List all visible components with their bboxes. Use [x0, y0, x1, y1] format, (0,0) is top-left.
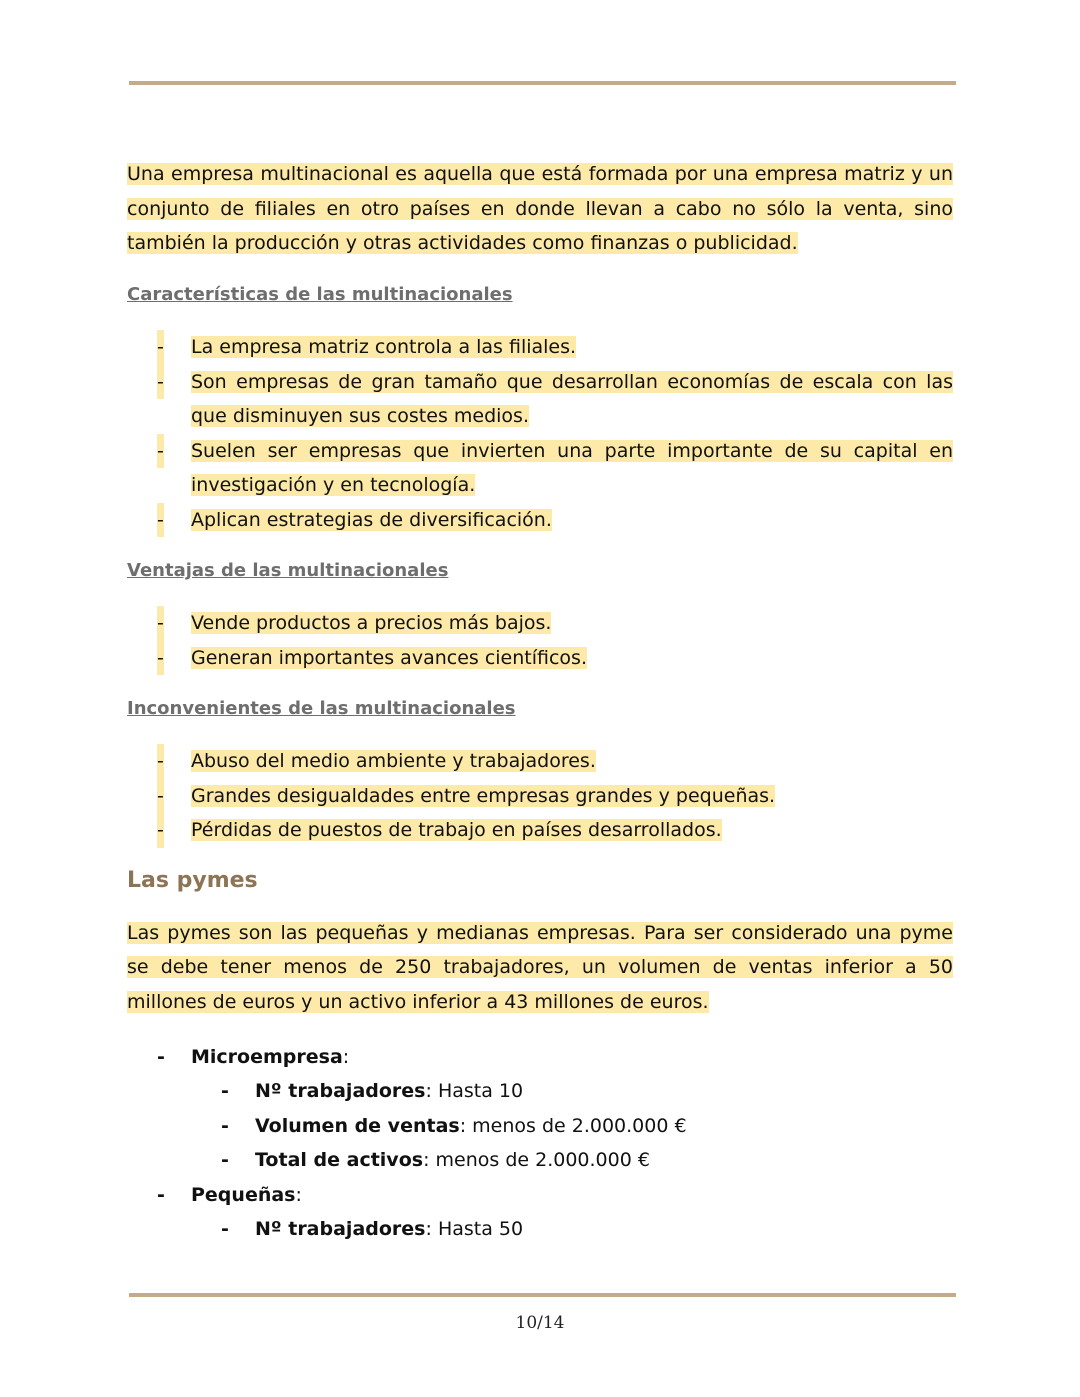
- pequenas-sublist: [191, 1212, 953, 1247]
- list-item: - Pérdidas de puestos de trabajo en países desarrollados.: [127, 813, 953, 848]
- list-item: - Abuso del medio ambiente y trabajadores.: [127, 744, 953, 779]
- list-item: - Volumen de ventas: menos de 2.000.000 €: [221, 1114, 687, 1137]
- footer-rule: [129, 1293, 956, 1297]
- intro-paragraph: Una empresa multinacional es aquella que está formada por una empresa matriz y un conjunto de filiales en otro países en donde llevan a cabo no sólo la venta, sino también la producción y otras actividades como finanzas o publicidad.: [127, 163, 953, 255]
- list-item: - Nº trabajadores: Hasta 10: [221, 1080, 524, 1103]
- pymes-intro-paragraph: Las pymes son las pequeñas y medianas empresas. Para ser considerado una pyme se debe tener menos de 250 trabajadores, un volumen de ventas inferior a 50 millones de euros y un activo inferior a 43 millones de euros.: [127, 921, 953, 1014]
- pymes-list: [127, 1040, 953, 1247]
- ventajas-list: [127, 606, 953, 675]
- pymes-title: Las pymes: [127, 867, 258, 893]
- page-number: 10/14: [515, 1313, 565, 1333]
- inconvenientes-list: [127, 744, 953, 848]
- list-item: - La empresa matriz controla a las filiales.: [127, 330, 953, 365]
- list-item: - Grandes desigualdades entre empresas grandes y pequeñas.: [127, 779, 953, 814]
- header-rule: [129, 81, 956, 85]
- list-item-microempresa: - Microempresa: - Nº trabajadores: Hasta 10 - Volumen de ventas: menos de 2.000.000 € - Total de activos: menos de 2.000.000 €: [127, 1040, 953, 1178]
- list-item: - Son empresas de gran tamaño que desarrollan economías de escala con las que disminuyen sus costes medios.: [127, 365, 953, 434]
- list-item: - Nº trabajadores: Hasta 50: [221, 1218, 524, 1241]
- caracteristicas-heading: Características de las multinacionales: [127, 284, 513, 306]
- ventajas-heading: Ventajas de las multinacionales: [127, 560, 449, 582]
- list-item: - Suelen ser empresas que invierten una parte importante de su capital en investigación y en tecnología.: [127, 434, 953, 503]
- list-item-pequenas: - Pequeñas: - Nº trabajadores: Hasta 50: [127, 1178, 953, 1247]
- caracteristicas-list: [127, 330, 953, 537]
- microempresa-sublist: [191, 1074, 953, 1178]
- page-content: [127, 157, 953, 1247]
- list-item: - Aplican estrategias de diversificación.: [127, 503, 953, 538]
- list-item: - Vende productos a precios más bajos.: [127, 606, 953, 641]
- inconvenientes-heading: Inconvenientes de las multinacionales: [127, 698, 516, 720]
- list-item: - Total de activos: menos de 2.000.000 €: [221, 1149, 650, 1172]
- list-item: - Generan importantes avances científicos.: [127, 641, 953, 676]
